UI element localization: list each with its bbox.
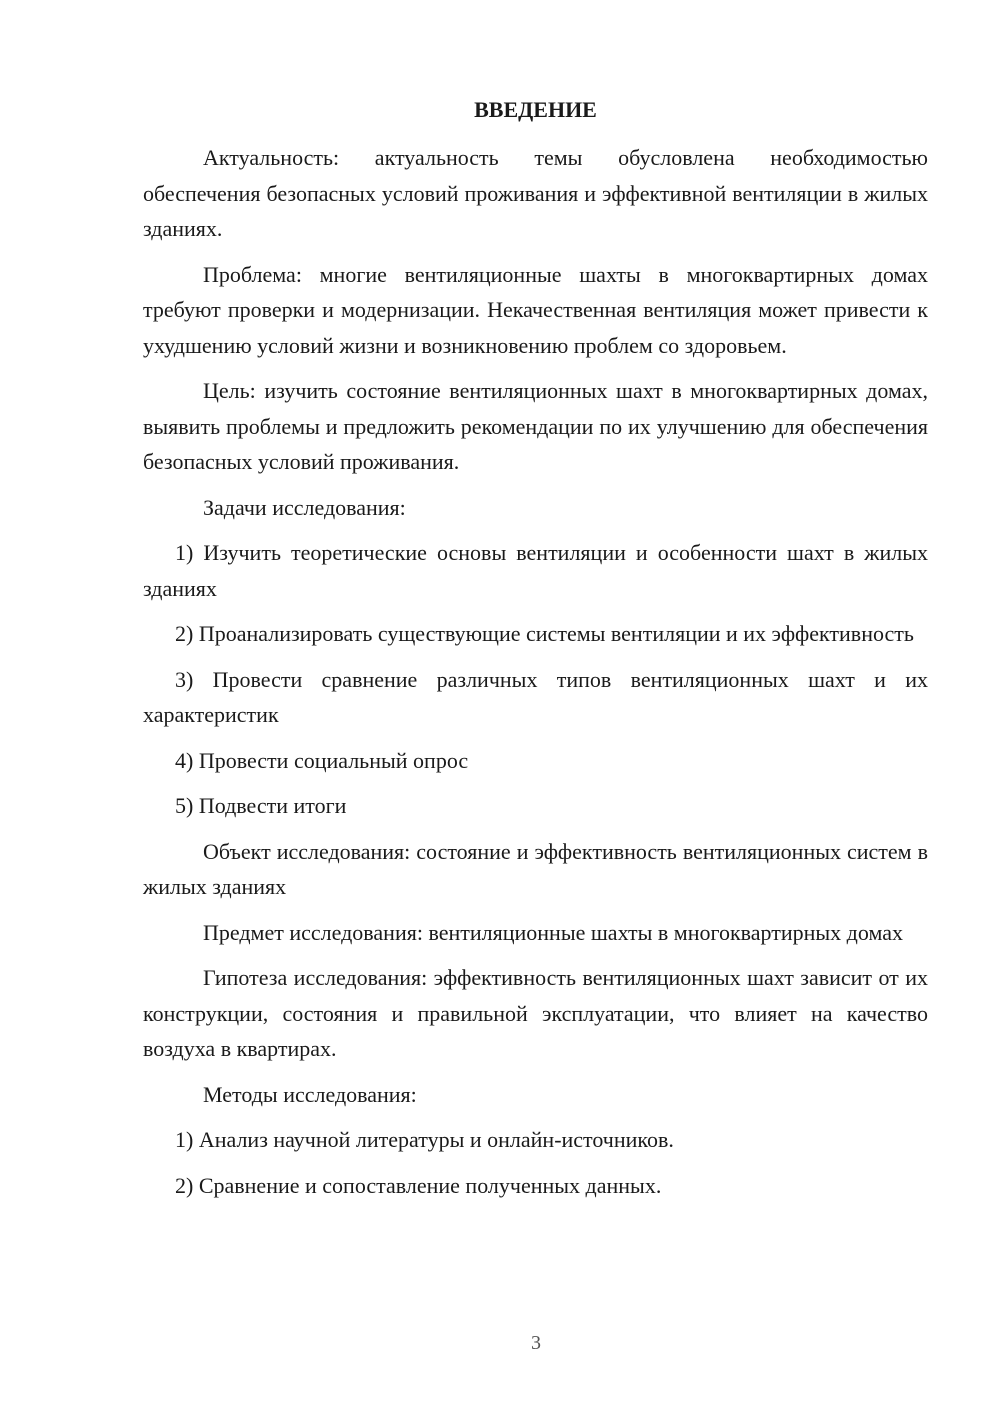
task-item-4: 4) Провести социальный опрос <box>175 747 469 773</box>
task-item-2: 2) Проанализировать существующие системы вентиляции и их эффективность <box>175 621 914 646</box>
object-paragraph: Объект исследования: состояние и эффективность вентиляционных систем в жилых зданиях <box>143 838 928 899</box>
method-item-1: 1) Анализ научной литературы и онлайн-источников. <box>175 1127 674 1152</box>
document-body <box>143 94 928 1213</box>
page-number: 3 <box>531 1332 541 1354</box>
relevance-paragraph: Актуальность: актуальность темы обусловлена необходимостью обеспечения безопасных условий проживания и эффективной вентиляции в жилых зданиях. <box>143 145 928 241</box>
goal-paragraph: Цель: изучить состояние вентиляционных шахт в многоквартирных домах, выявить проблемы и предложить рекомендации по их улучшению для обеспечения безопасных условий проживания. <box>143 378 928 474</box>
task-item-3: 3) Провести сравнение различных типов вентиляционных шахт и их характеристик <box>143 666 928 727</box>
subject-paragraph: Предмет исследования: вентиляционные шахты в многоквартирных домах <box>203 919 903 945</box>
problem-paragraph: Проблема: многие вентиляционные шахты в многоквартирных домах требуют проверки и модернизации. Некачественная вентиляция может привести к ухудшению условий жизни и возникновению проблем со здоровьем. <box>143 261 928 358</box>
methods-title: Методы исследования: <box>203 1081 417 1107</box>
task-item-5: 5) Подвести итоги <box>175 793 347 818</box>
method-item-2: 2) Сравнение и сопоставление полученных данных. <box>175 1172 662 1198</box>
tasks-title: Задачи исследования: <box>203 494 406 520</box>
task-item-1: 1) Изучить теоретические основы вентиляции и особенности шахт в жилых зданиях <box>143 540 928 601</box>
hypothesis-paragraph: Гипотеза исследования: эффективность вентиляционных шахт зависит от их конструкции, состояния и правильной эксплуатации, что влияет на качество воздуха в квартирах. <box>143 965 928 1061</box>
section-heading: ВВЕДЕНИЕ <box>474 97 597 122</box>
